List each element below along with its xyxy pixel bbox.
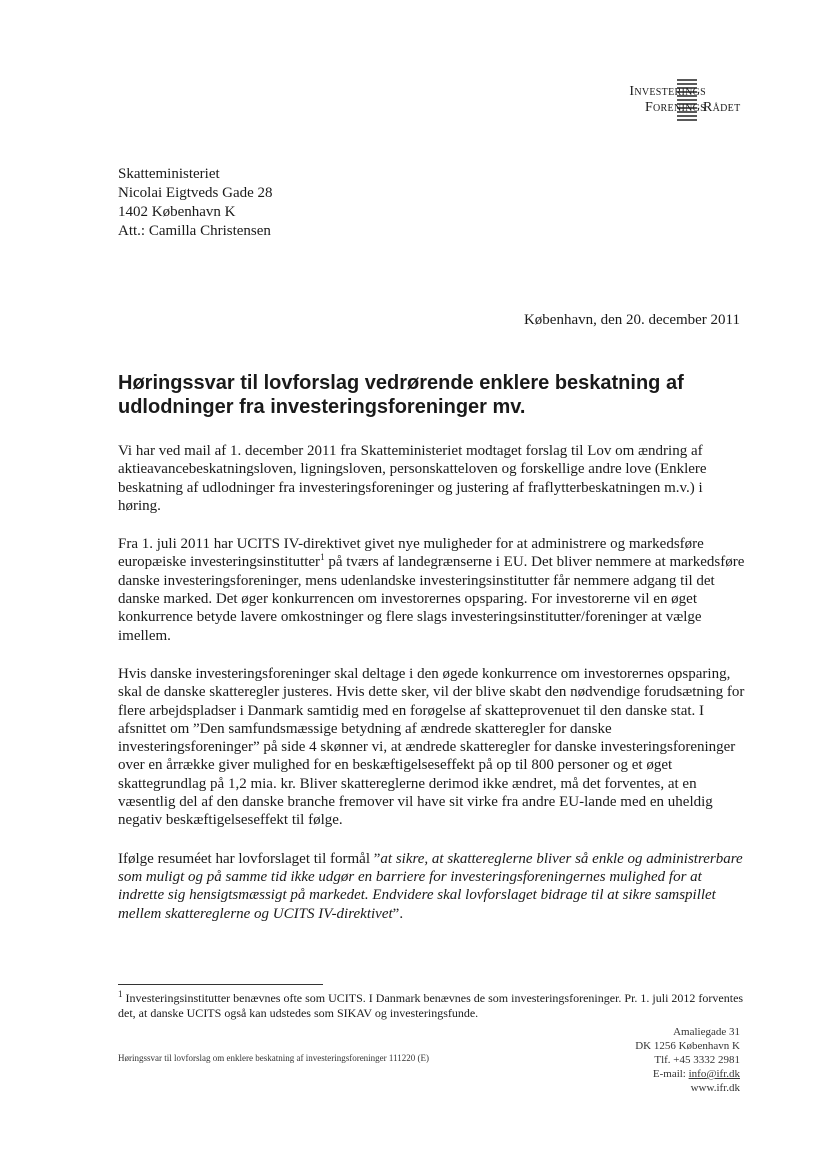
paragraph-2-end: på tværs af landegrænserne i EU. Det bliver nemmere at markedsføre danske investeringsforeninger, mens udenlandske investeringsinstitutter får nemmere adgang til det danske marked. Det øger konkurrencen om investorernes opsparing. For investorerne vil en øget konkurrence betyde lavere omkostninger og flere slags investeringsinstitutter/foreninger at vælge imellem. — [118, 554, 745, 644]
paragraph-4-quote: at sikre, at skattereglerne bliver så enkle og administrerbare som muligt og på samme tid ikke udgør en barriere for investeringsforeningernes mulighed for at indrette sig hensigtsmæssigt på markedet. Endvidere skal lovforslaget bidrage til at sikre samspillet mellem skattereglerne og UCITS IV-direktivet — [118, 850, 743, 922]
contact-web-link[interactable]: www.ifr.dk — [690, 1082, 740, 1094]
paragraph-3: Hvis danske investeringsforeninger skal deltage i den øgede konkurrence om investorernes opsparing, skal de danske skatteregler justeres. Hvis dette sker, vil der blive skabt den nødvendige forudsætning for flere arbejdspladser i Danmark samtidig med en forøgelse af skatteprovenuet til den danske stat. I afsnittet om ”Den samfundsmæssige betydning af ændrede skatteregler for danske investeringsforeninger” på side 4 skønner vi, at ændrede skatteregler for danske investeringsforeninger over en årrække giver mulighed for en beskæftigelseseffekt på op til 800 personer og et øget skattegrundlag på 1,2 mia. kr. Bliver skattereglerne derimod ikke ændret, må det forventes, at en væsentlig del af den danske branche fremover vil have sit virke fra andre EU-lande med en uheldig negativ beskæftigelseseffekt til følge. — [118, 665, 745, 829]
paragraph-2 — [118, 535, 748, 645]
footnote-mark: 1 — [118, 989, 123, 999]
letter-body — [118, 442, 748, 943]
paragraph-4 — [118, 850, 748, 923]
contact-email-link[interactable]: info@ifr.dk — [688, 1068, 740, 1080]
logo — [560, 76, 760, 126]
sender-contact — [635, 1025, 740, 1095]
logo-line-3: Rådet — [703, 100, 741, 115]
contact-phone: Tlf. +45 3332 2981 — [654, 1054, 740, 1066]
contact-email-label: E-mail: — [652, 1068, 689, 1080]
letter-date: København, den 20. december 2011 — [523, 312, 740, 328]
footnote-text: Investeringsinstitutter benævnes ofte som UCITS. I Danmark benævnes de som investeringsforeninger. Pr. 1. juli 2012 forventes det, at danske UCITS også kan udstedes som SIKAV og investeringsfunde. — [118, 991, 744, 1020]
recipient-city: 1402 København K — [118, 204, 236, 220]
footnote — [118, 991, 748, 1020]
footnote-divider — [118, 984, 323, 985]
logo-line-2: Forenings — [644, 100, 706, 115]
recipient-street: Nicolai Eigtveds Gade 28 — [118, 185, 273, 201]
recipient-attention: Att.: Camilla Christensen — [118, 223, 271, 239]
logo-stripes-icon — [677, 78, 699, 122]
paragraph-4-start: Ifølge resuméet har lovforslaget til formål ” — [118, 850, 381, 867]
document-reference: Høringssvar til lovforslag om enklere beskatning af investeringsforeninger 111220 (E) — [118, 1053, 430, 1063]
letter-title: Høringssvar til lovforslag vedrørende enklere beskatning af udlodninger fra investeringsforeninger mv. — [118, 372, 684, 418]
recipient-address — [118, 165, 273, 241]
paragraph-2-start: Fra 1. juli 2011 har UCITS IV-direktivet givet nye muligheder for at administrere og markedsføre europæiske investeringsinstitutter — [118, 536, 704, 571]
recipient-name: Skatteministeriet — [118, 166, 220, 182]
paragraph-4-end: ”. — [392, 905, 404, 922]
paragraph-1: Vi har ved mail af 1. december 2011 fra Skatteministeriet modtaget forslag til Lov om ændring af aktieavancebeskatningsloven, ligningsloven, personskatteloven og forskellige andre love (Enklere beskatning af udlodninger fra investeringsforeninger og justering af fraflytterbeskatningen m.v.) i høring. — [118, 443, 707, 514]
contact-street: Amaliegade 31 — [673, 1026, 740, 1038]
contact-city: DK 1256 København K — [635, 1040, 740, 1052]
logo-line-1: Investerings — [629, 84, 706, 99]
footnote-reference: 1 — [320, 552, 325, 563]
contact-email-row — [635, 1067, 740, 1081]
